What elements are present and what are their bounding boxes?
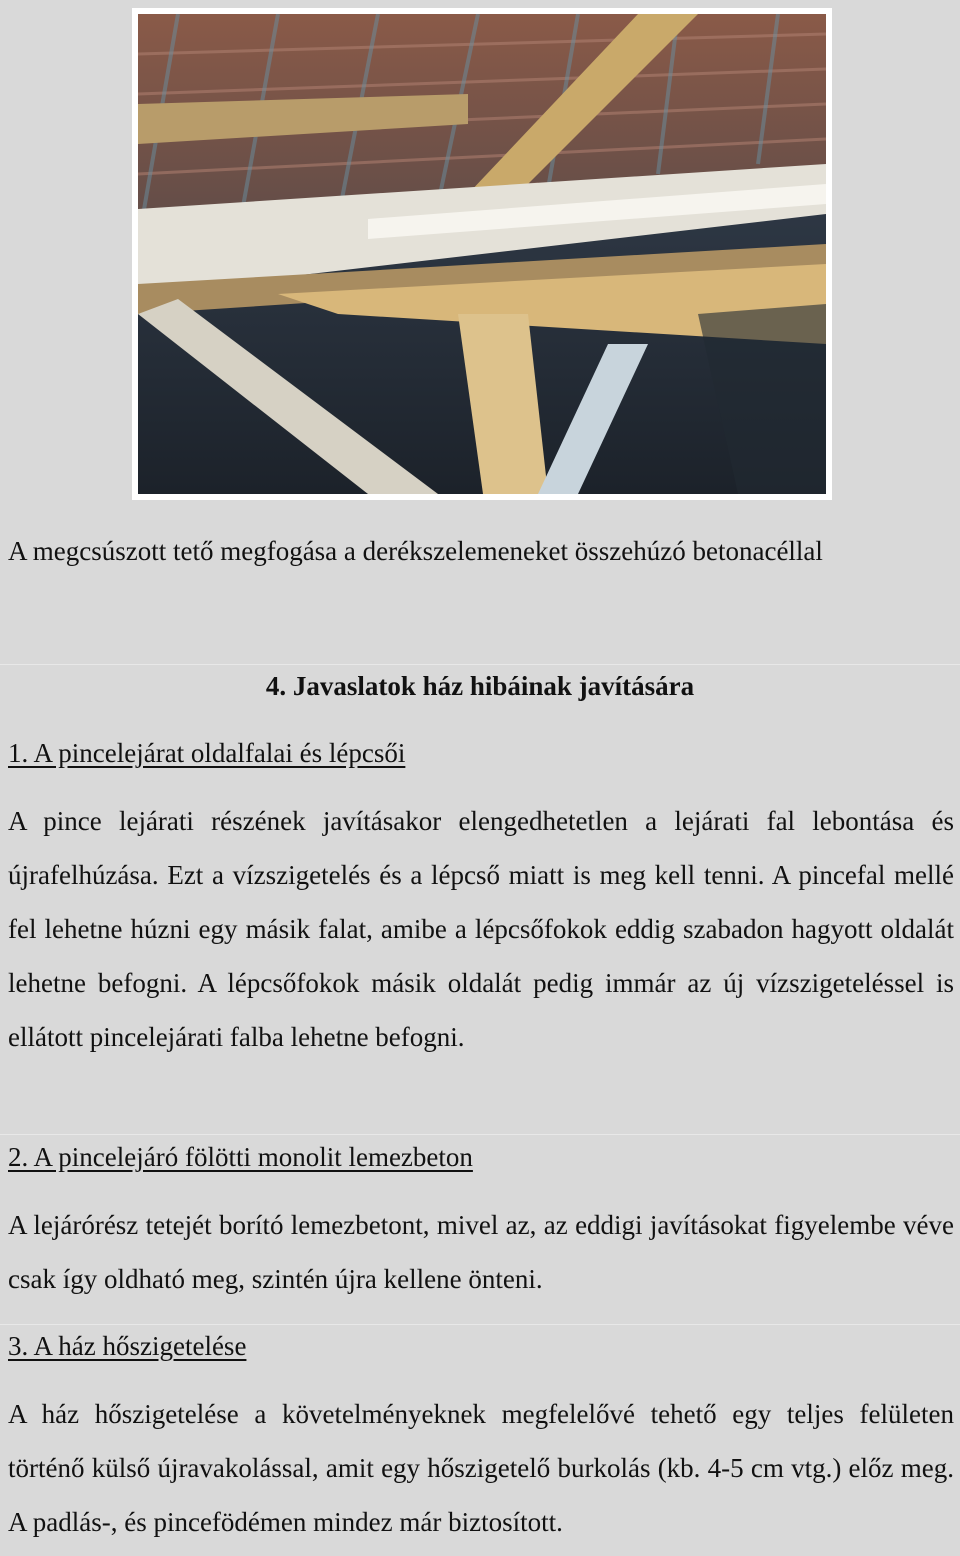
item-text-3: A ház hőszigetelése a követelményeknek megfelelővé tehető egy teljes felületen történő külső újravakolással, amit egy hőszigetelő burkolás (kb. 4-5 cm vtg.) előz meg. A padlás-, és pincefödémen mindez már biztosított. (8, 1399, 954, 1537)
roof-truss-photo (138, 14, 826, 494)
photo-caption: A megcsúszott tető megfogása a derékszelemeneket összehúzó betonacéllal (8, 536, 823, 566)
roof-photo-frame (132, 8, 832, 500)
divider (0, 1324, 960, 1325)
divider (0, 664, 960, 665)
roof-truss-illustration (138, 14, 826, 494)
section-heading: 4. Javaslatok ház hibáinak javítására (265, 671, 695, 701)
item-title-3: 3. A ház hőszigetelése (8, 1331, 247, 1361)
divider (0, 1134, 960, 1135)
item-title-2: 2. A pincelejáró fölötti monolit lemezbeton (8, 1142, 473, 1172)
item-text-1: A pince lejárati részének javításakor elengedhetetlen a lejárati fal lebontása és újrafelhúzása. Ezt a vízszigetelés és a lépcső miatt is meg kell tenni. A pincefal mellé fel lehetne húzni egy másik falat, amibe a lépcsőfokok eddig szabadon hagyott oldalát lehetne befogni. A lépcsőfokok másik oldalát pedig immár az új vízszigeteléssel is ellátott pincelejárati falba lehetne befogni. (8, 806, 954, 1052)
item-text-2: A lejárórész tetejét borító lemezbetont, mivel az, az eddigi javításokat figyelembe véve csak így oldható meg, szintén újra kellene önteni. (8, 1210, 954, 1294)
item-title-1: 1. A pincelejárat oldalfalai és lépcsői (8, 738, 406, 768)
